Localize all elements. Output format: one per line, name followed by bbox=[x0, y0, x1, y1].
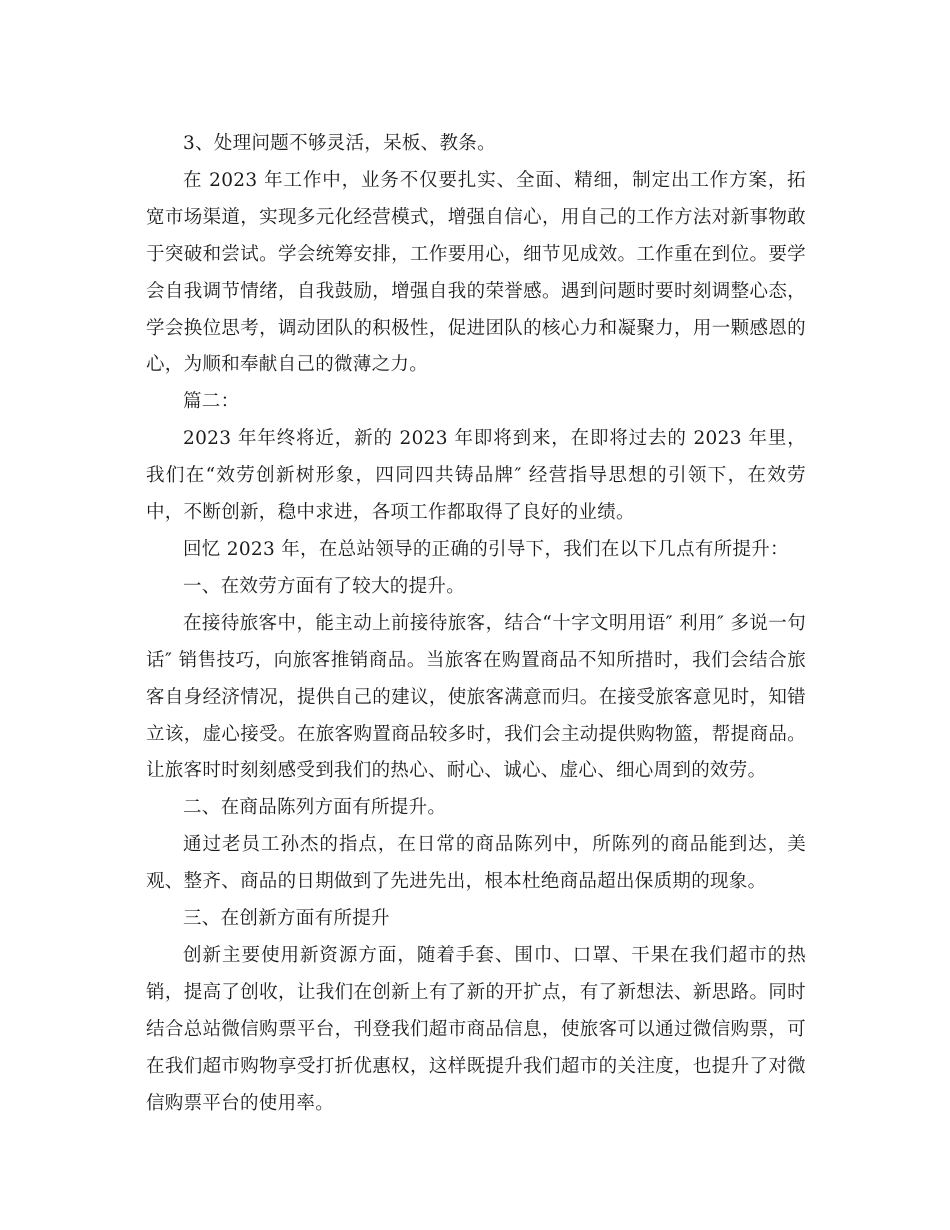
heading-display-improvement: 二、在商品陈列方面有所提升。 bbox=[183, 797, 447, 819]
paragraph-year-end-intro: 2023 年年终将近，新的 2023 年即将到来，在即将过去的 2023 年里，我们在“效劳创新树形象，四同四共铸品牌″ 经营指导思想的引领下，在效劳中，不断创新，稳中求进，各项工作都取得了良好的业绩。 bbox=[146, 428, 806, 524]
heading-innovation-improvement: 三、在创新方面有所提升 bbox=[183, 908, 390, 930]
paragraph-review-2023: 回忆 2023 年，在总站领导的正确的引导下，我们在以下几点有所提升： bbox=[183, 538, 789, 560]
paragraph-display-details: 通过老员工孙杰的指点，在日常的商品陈列中，所陈列的商品能到达，美观、整齐、商品的日期做到了先进先出，根本杜绝商品超出保质期的现象。 bbox=[146, 834, 806, 893]
heading-service-improvement: 一、在效劳方面有了较大的提升。 bbox=[183, 575, 466, 597]
paragraph-item-3: 3、处理问题不够灵活，呆板、教条。 bbox=[183, 133, 496, 154]
paragraph-innovation-details: 创新主要使用新资源方面，随着手套、围巾、口罩、干果在我们超市的热销，提高了创收，让我们在创新上有了新的开扩点，有了新想法、新思路。同时结合总站微信购票平台，刊登我们超市商品信息，使旅客可以通过微信购票，可在我们超市购物享受打折优惠权，这样既提升我们超市的关注度，也提升了对微信购票平台的使用率。 bbox=[146, 944, 806, 1114]
paragraph-service-details: 在接待旅客中，能主动上前接待旅客，结合“十字文明用语″ 利用″ 多说一句话″ 销售技巧，向旅客推销商品。当旅客在购置商品不知所措时，我们会结合旅客自身经济情况，提供自己的建议，使旅客满意而归。在接受旅客意见时，知错立该，虚心接受。在旅客购置商品较多时，我们会主动提供购物篮，帮提商品。让旅客时时刻刻感受到我们的热心、耐心、诚心、虚心、细心周到的效劳。 bbox=[146, 612, 806, 782]
section-heading-part-two: 篇二： bbox=[183, 391, 240, 413]
paragraph-work-plan-2023: 在 2023 年工作中，业务不仅要扎实、全面、精细，制定出工作方案，拓宽市场渠道，实现多元化经营模式，增强自信心，用自己的工作方法对新事物敢于突破和尝试。学会统筹安排，工作要用心，细节见成效。工作重在到位。要学会自我调节情绪，自我鼓励，增强自我的荣誉感。遇到问题时要时刻调整心态，学会换位思考，调动团队的积极性，促进团队的核心力和凝聚力，用一颗感恩的心，为顺和奉献自己的微薄之力。 bbox=[146, 169, 806, 376]
document-body bbox=[146, 126, 806, 1122]
